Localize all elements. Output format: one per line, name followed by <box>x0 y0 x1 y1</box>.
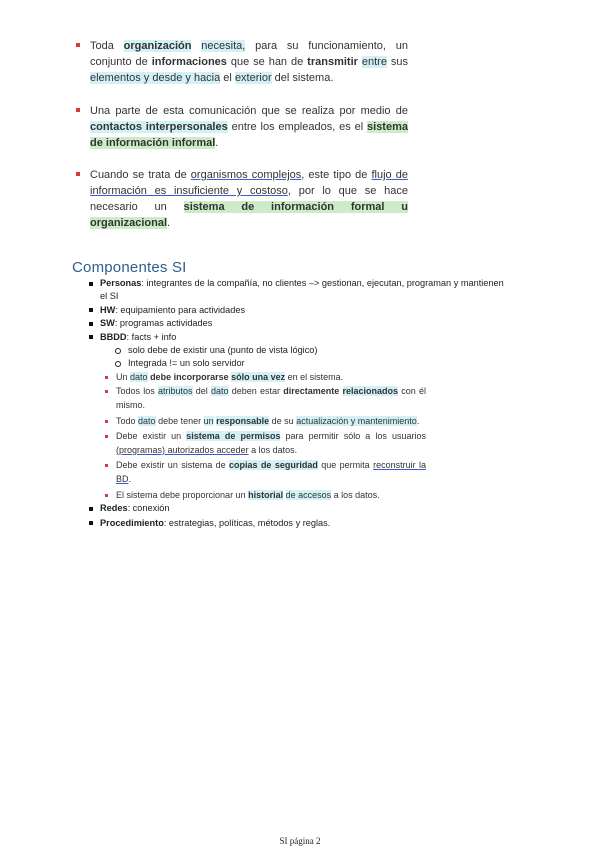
text-run: Un <box>116 371 131 382</box>
text-run: atributos <box>157 386 193 397</box>
rule-item <box>88 415 426 429</box>
text-run: a los datos. <box>248 444 298 455</box>
item-value: : programas actividades <box>114 318 213 329</box>
text-run: deben estar <box>228 386 284 397</box>
text-run: sistema de información informal <box>90 121 408 149</box>
text-run: responsable <box>216 415 270 426</box>
text-run: contactos interpersonales <box>90 121 228 133</box>
item-key: SW <box>100 318 115 329</box>
text-run: sistema de información formal u organizacional <box>90 201 408 229</box>
section-heading: Componentes SI <box>72 259 187 276</box>
item-value: : equipamiento para actividades <box>115 304 246 315</box>
text-run: organización <box>123 40 192 52</box>
text-run: debe tener <box>155 415 204 426</box>
rule-item <box>88 430 426 457</box>
intro-bullet-1 <box>76 38 408 86</box>
text-run: a los datos. <box>331 489 380 500</box>
sub-item: solo debe de existir una (punto de vista lógico) <box>88 344 508 357</box>
text-run: informaciones <box>151 56 227 68</box>
text-run: Cuando se trata de <box>90 169 191 181</box>
text-run: flujo de información es insuficiente y costoso <box>90 169 409 197</box>
list-item-redes <box>88 502 508 515</box>
text-run: , por lo que se hace necesario un <box>90 185 408 213</box>
text-run: de accesos <box>285 489 332 500</box>
components-list <box>88 277 508 530</box>
text-run: con él mismo. <box>116 386 426 411</box>
text-run: actualización y mantenimiento <box>296 415 417 426</box>
text-run: dato <box>138 415 156 426</box>
text-run: Debe existir un sistema de <box>116 460 230 471</box>
text-run: historial <box>248 489 284 500</box>
text-run: exterior <box>234 72 272 84</box>
text-run: entre los empleados, es el <box>227 121 368 133</box>
text-run: sistema de permisos <box>186 431 281 442</box>
text-run: transmitir <box>307 56 358 68</box>
item-value: : integrantes de la compañía, no clientes –> gestionan, ejecutan, programan y mantienen el SI <box>100 278 504 302</box>
text-run: dato <box>130 371 148 382</box>
text-run: Toda <box>90 40 124 52</box>
rule-item <box>88 385 426 412</box>
text-run: . <box>167 217 171 229</box>
text-run: que se han de <box>226 56 308 68</box>
text-run: organismos complejos <box>190 169 302 181</box>
text-run <box>339 386 342 396</box>
item-key: BBDD <box>100 331 127 342</box>
intro-bullet-2 <box>76 103 408 151</box>
text-run: el <box>220 72 235 84</box>
text-run: sólo una vez <box>231 371 286 382</box>
text-run: reconstruir la BD <box>116 460 426 484</box>
text-run: un <box>203 415 214 426</box>
list-item-procedimiento <box>88 517 508 530</box>
sub-item: Integrada != un solo servidor <box>88 357 508 370</box>
text-run: (programas) autorizados acceder <box>116 444 249 455</box>
text-run: Todo <box>116 415 139 426</box>
intro-bullet-3 <box>76 167 408 231</box>
rule-item <box>88 489 426 503</box>
text-run: del <box>192 386 211 397</box>
text-run: de su <box>269 415 297 426</box>
list-item-sw <box>88 317 508 330</box>
text-run <box>191 40 201 52</box>
text-run: . <box>215 137 219 149</box>
item-key: HW <box>100 304 116 315</box>
text-run: elementos y desde y hacia <box>90 72 221 84</box>
page-footer: SI página 2 <box>279 836 321 846</box>
item-value: : conexión <box>127 503 170 514</box>
item-value: : facts + info <box>126 331 177 342</box>
text-run: que permita <box>317 460 374 471</box>
text-run: Todos los <box>116 386 158 397</box>
text-run: Una parte de esta comunicación que se realiza por medio de <box>90 105 408 117</box>
text-run: del sistema. <box>271 72 334 84</box>
text-run: para su funcionamiento, un conjunto de <box>90 40 408 68</box>
item-value: : estrategias, políticas, métodos y reglas. <box>163 517 331 528</box>
text-run: en el sistema. <box>285 371 344 382</box>
rule-item <box>88 459 426 486</box>
text-run: . <box>128 474 132 484</box>
text-run: necesita, <box>201 40 246 52</box>
text-run: . <box>416 415 420 426</box>
list-item-hw <box>88 304 508 317</box>
text-run: sus <box>386 56 409 68</box>
text-run: dato <box>210 386 229 397</box>
text-run: copias de seguridad <box>229 460 318 471</box>
text-run: para permitir sólo a los usuarios <box>280 431 426 442</box>
text-run: relacionados <box>342 386 399 397</box>
text-run: directamente <box>283 386 340 397</box>
rule-item <box>88 371 426 385</box>
list-item-bbdd <box>88 331 508 344</box>
list-item-personas <box>88 277 508 304</box>
text-run: El sistema debe proporcionar un <box>116 489 249 500</box>
text-run: debe incorporarse <box>150 371 229 382</box>
text-run: entre <box>361 56 387 68</box>
text-run: , este tipo de <box>301 169 372 181</box>
item-key: Redes <box>100 503 128 514</box>
text-run: Debe existir un <box>116 431 187 442</box>
item-key: Personas <box>100 278 142 288</box>
item-key: Procedimiento <box>100 517 164 528</box>
